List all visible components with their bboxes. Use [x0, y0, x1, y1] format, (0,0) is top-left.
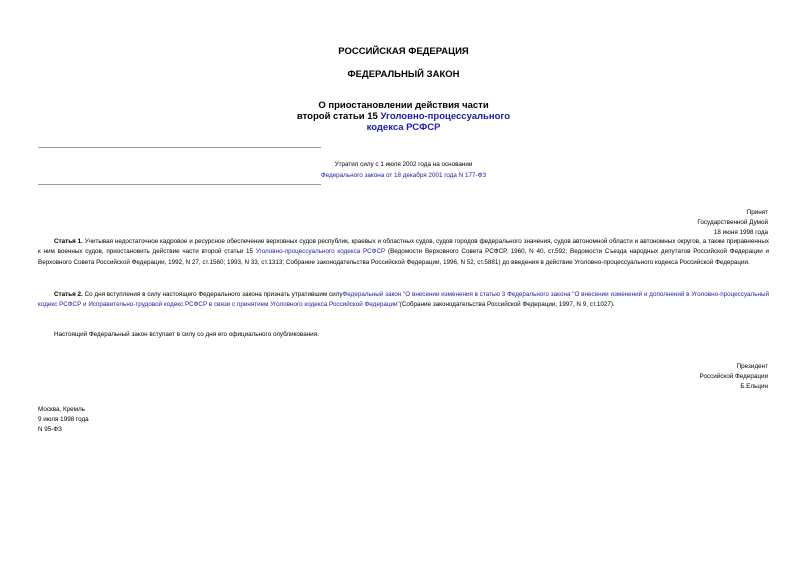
title-code-link[interactable]: Уголовно-процессуального: [380, 111, 511, 122]
signature-block: [700, 362, 768, 392]
article-2-label: Статья 2.: [54, 291, 83, 298]
closing-paragraph: Настоящий Федеральный закон вступает в силу со дня его официального опубликования.: [54, 331, 319, 338]
article-1-label: Статья 1.: [54, 238, 83, 245]
place-date-block: [38, 405, 89, 435]
divider-top: [38, 147, 321, 148]
signature-line-3: Б.Ельцин: [740, 383, 768, 390]
signature-line-2: Российской Федерации: [699, 373, 768, 380]
title-line-1: О приостановлении действия части: [318, 100, 489, 111]
status-note: [0, 160, 807, 181]
document-type-heading: ФЕДЕРАЛЬНЫЙ ЗАКОН: [347, 69, 460, 80]
law-title: [0, 100, 807, 133]
divider-bottom: [38, 184, 321, 185]
article-1-text-a: Учитывая недостаточное кадровое и ресурсное обеспечение верховных судов республик, краевых и областных судов, судов городов федерального значения, судов автономной области и автономных округов, а также приравненных к ним военных судов, приостановить действие части второй статьи 15: [38, 238, 769, 256]
article-1: [38, 237, 769, 268]
article-1-text-b: (Ведомости Верховного Совета РСФСР, 1960, N 40, ст.592; Ведомости Съезда народных депутатов Российской Федерации и Верховного Совета Российской Федерации, 1992, N 27, ст.1560; 1993, N 33, ст.1313; Собрание законодательства Российской Федерации, 1996, N 52, ст.5881) до введения в действие Уголовно-процессуального кодекса Российской Федерации.: [38, 248, 769, 266]
article-2: [38, 290, 769, 311]
article-1-code-link[interactable]: Уголовно-процессуального кодекса РСФСР: [255, 248, 386, 256]
title-line-2-prefix: второй статьи 15: [296, 111, 381, 122]
accepted-line-1: Принят: [746, 209, 768, 216]
date-line: 9 июля 1998 года: [38, 416, 89, 423]
accepted-block: [697, 208, 768, 238]
title-line-3: [0, 122, 807, 133]
accepted-line-3: 18 июня 1998 года: [713, 229, 768, 236]
title-line-2: [0, 111, 807, 122]
signature-line-1: Президент: [736, 363, 768, 370]
article-2-law-link[interactable]: Федеральный закон "О внесении изменения в: [342, 291, 480, 298]
article-2-text-a: Со дня вступления в силу настоящего Федерального закона признать утратившим силу: [82, 291, 343, 298]
status-text: Утратил силу с 1 июля 2002 года на основании: [334, 161, 473, 168]
article-2-article-link[interactable]: статью 3: [479, 291, 506, 298]
article-2-text-b: (Собрание законодательства Российской Федерации, 1997, N 9, ст.1027).: [399, 301, 615, 309]
article-2-law-link-cont[interactable]: Федерального закона "О внесении изменений и дополнений в Уголовно-процессуальный кодекс РСФСР и Исправительно-трудовой кодекс РСФСР в связи с принятием Уголовного кодекса Российской Федерации": [38, 291, 770, 309]
accepted-line-2: Государственной Думой: [697, 219, 768, 226]
number-line: N 95-ФЗ: [38, 426, 62, 433]
place-line: Москва, Кремль: [38, 406, 85, 413]
repealing-law-link[interactable]: Федерального закона от 18 декабря 2001 года N 177-ФЗ: [320, 171, 487, 179]
title-code-link-cont[interactable]: кодекса РСФСР: [366, 122, 441, 133]
country-heading: РОССИЙСКАЯ ФЕДЕРАЦИЯ: [338, 46, 469, 57]
